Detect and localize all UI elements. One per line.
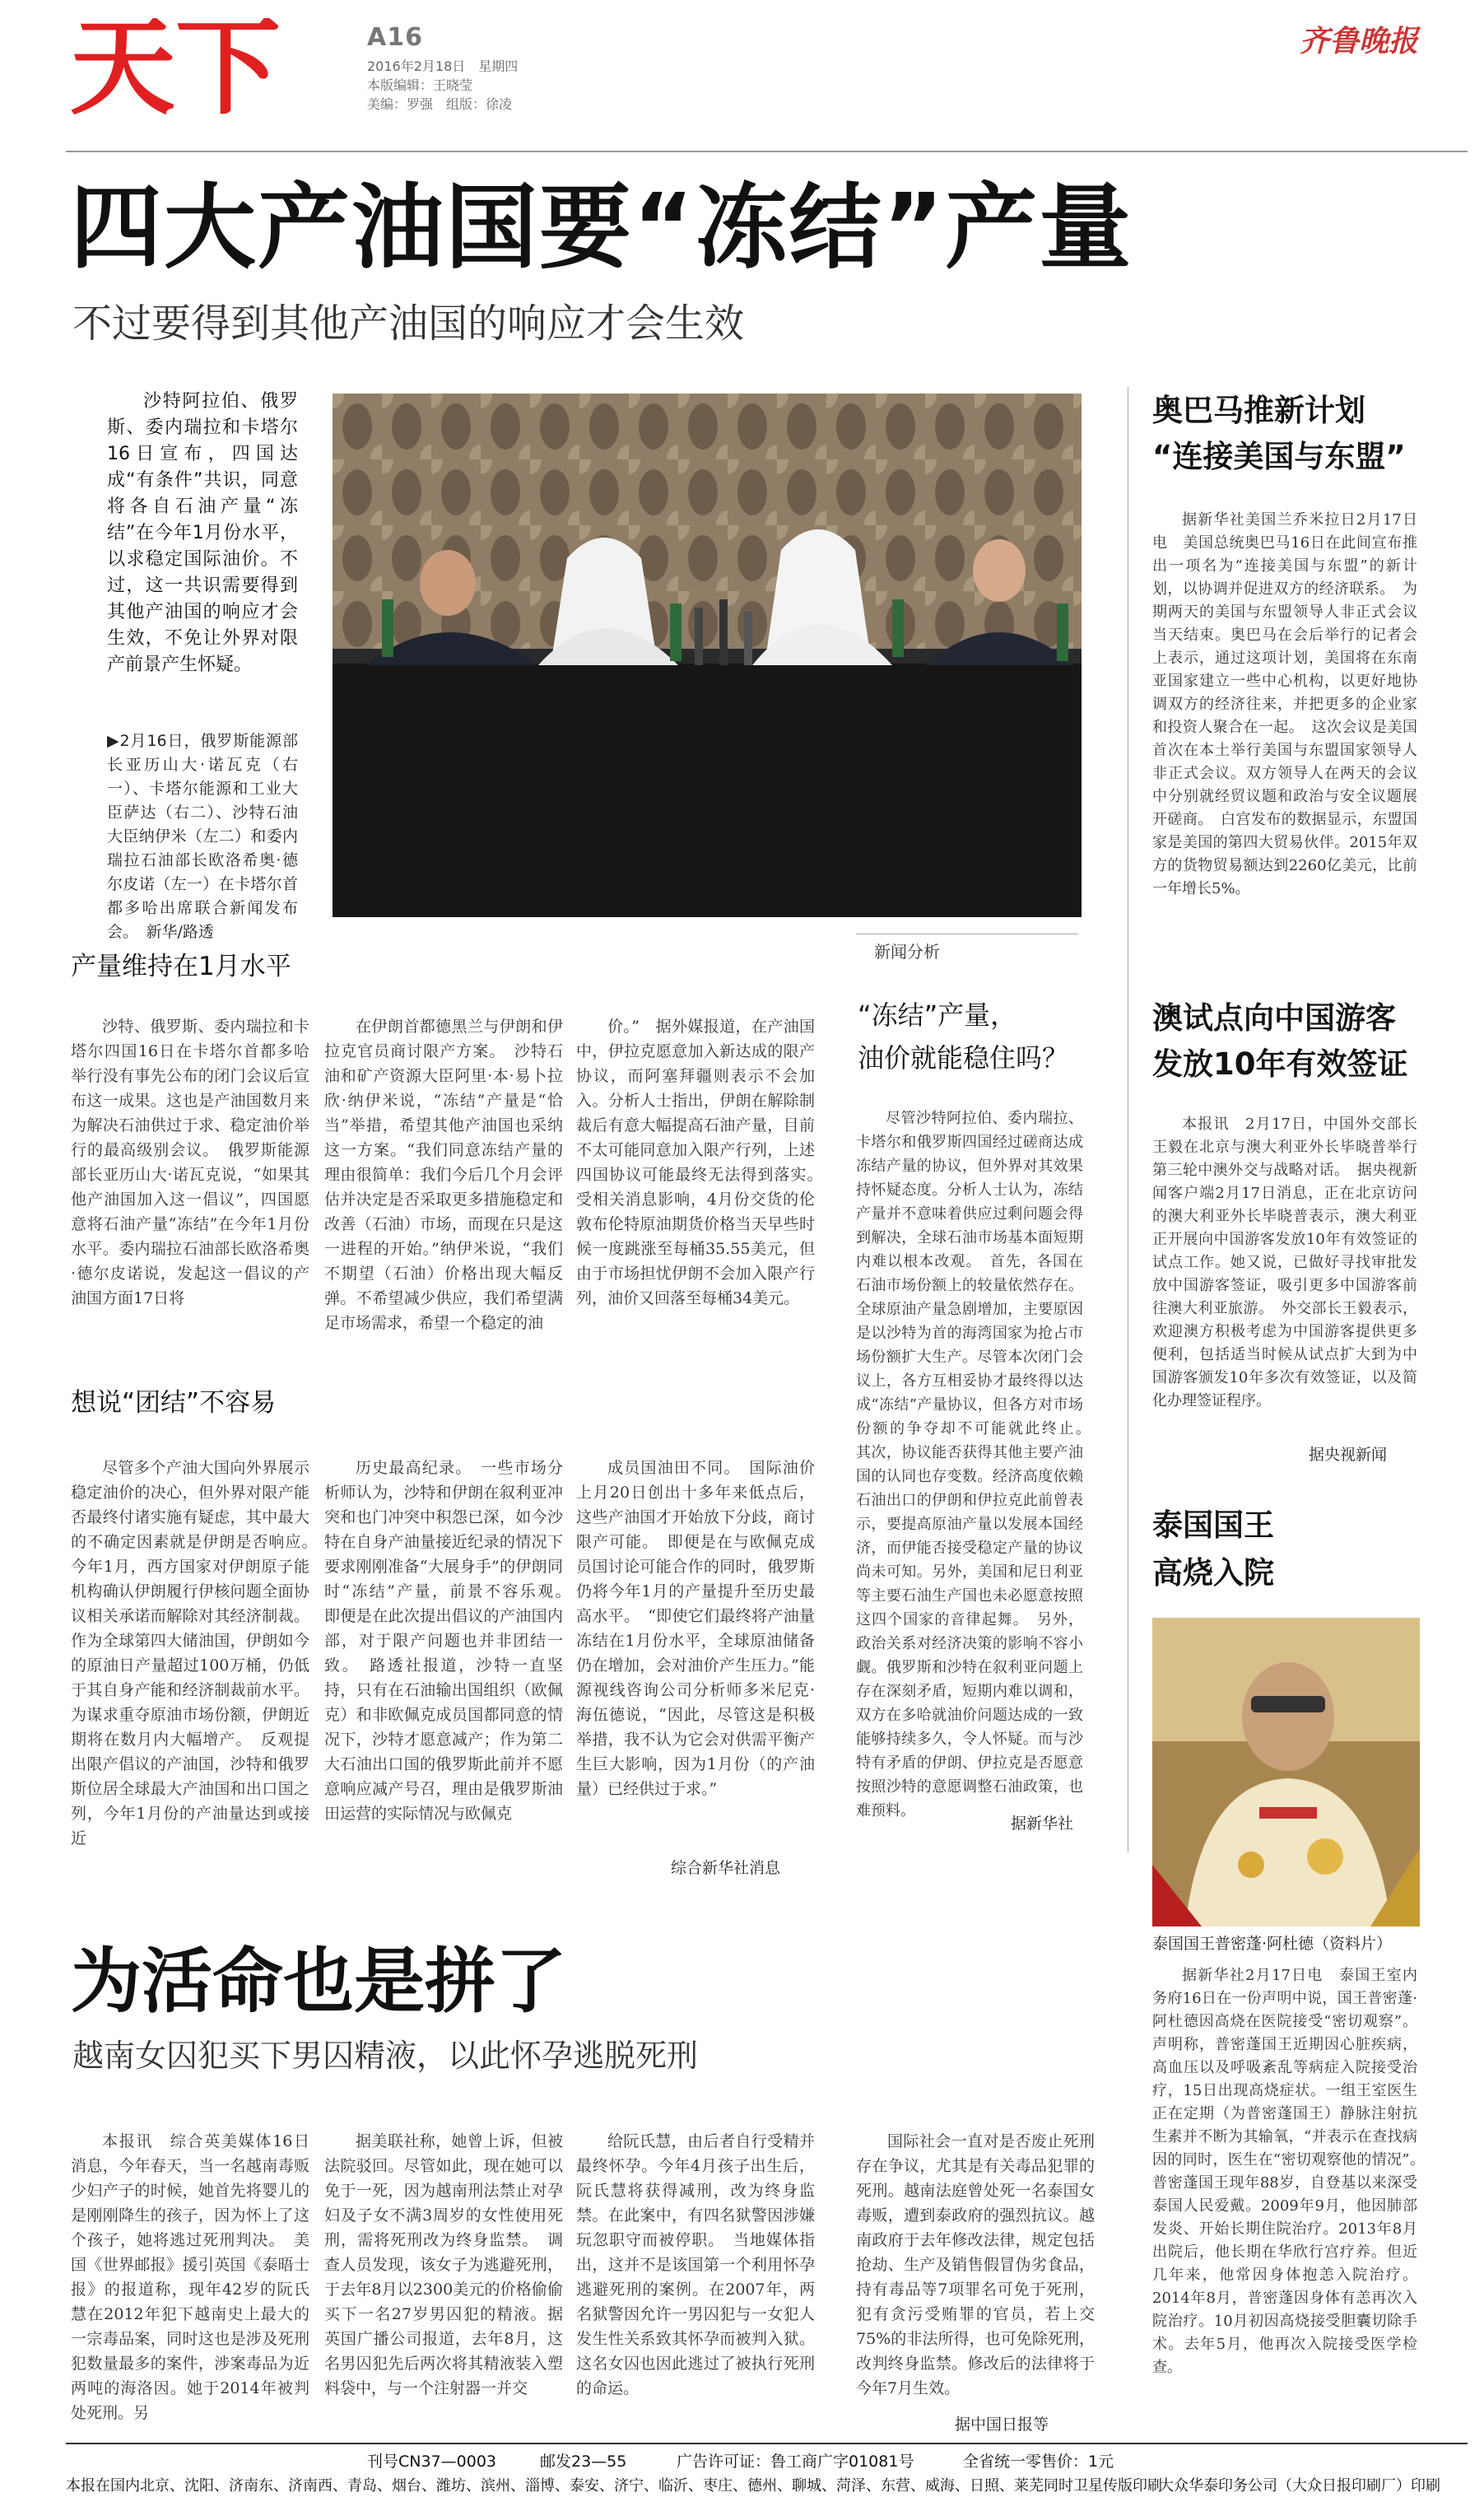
section1-column-3 — [576, 1014, 831, 1311]
analysis-tag: 新闻分析 — [874, 942, 940, 962]
sidebar-story1-body — [1152, 509, 1417, 901]
masthead-divider — [66, 151, 1468, 152]
king-photo — [1152, 1618, 1420, 1926]
sidebar-story2-body — [1152, 1113, 1417, 1413]
section-logo-text: 天下 — [70, 18, 281, 117]
sidebar-story2-title-line1: 澳试点向中国游客 — [1152, 1000, 1396, 1036]
section2-column-3-text: 成员国油田不同。 国际油价上月20日创出十多年来低点后，这些产油国才开始放下分歧，商讨限产可能。 即便是在与欧佩克成员国讨论可能合作的同时，俄罗斯仍将今年1月的产量提升至历史最高水平。 “即使它们最终将产油量冻结在1月份水平，全球原油储备仍在增加，会对油价产生压力。”能源视线咨询公司分析师多米尼克·海伍德说，“因此，尽管这是积极举措，我不认为它会对供需平衡产生巨大影响，因为1月份（的产油量）已经供过于求。” — [576, 1459, 815, 1798]
section1-heading: 产量维持在1月水平 — [71, 952, 291, 981]
second-column-2 — [324, 2129, 563, 2401]
footer-print-sites: 本报在国内北京、沈阳、济南东、济南西、青岛、烟台、潍坊、滨州、淄博、泰安、济宁、临沂、枣庄、德州、聊城、菏泽、东营、威海、日照、莱芜同时卫星传版印刷 — [66, 2477, 1162, 2495]
footer-serial-number: 刊号CN37—0003 — [367, 2453, 497, 2471]
second-column-3-text: 给阮氏慧，由后者自行受精并最终怀孕。今年4月孩子出生后，阮氏慧将获得减刑，改为终身监禁。在此案中，有四名狱警因涉嫌玩忽职守而被停职。 当地媒体指出，这并不是该国第一个利用怀孕逃避死刑的案例。在2007年，两名狱警因允许一男囚犯与一女犯人发生性关系致其怀孕而被判入狱。这名女囚也因此逃过了被执行死刑的命运。 — [576, 2132, 815, 2397]
second-column-2-text: 据美联社称，她曾上诉，但被法院驳回。尽管如此，现在她可以免于一死，因为越南刑法禁止对孕妇及子女不满3周岁的女性使用死刑，需将死刑改为终身监禁。 调查人员发现，该女子为逃避死刑，于去年8月以2300美元的价格偷偷买下一名27岁男囚犯的精液。据英国广播公司报道，去年8月，这名男囚犯先后两次将其精液装入塑料袋中，与一个注射器一并交 — [324, 2132, 563, 2397]
sidebar-story3-body-text: 据新华社2月17日电 泰国王室内务府16日在一份声明中说，国王普密蓬·阿杜德因高烧在医院接受“密切观察”。声明称，普密蓬国王近期因心脏疾病，高血压以及呼吸紊乱等病症入院接受治疗，15日出现高烧症状。一组王室医生正在定期（为普密蓬国王）静脉注射抗生素并不断为其输氧，“并表示在查找病因的同时，医生在“密切观察他的情况”。 普密蓬国王现年88岁，自登基以来深受泰国人民爱戴。2009年9月，他因肺部发炎、开始长期住院治疗。2013年8月出院后，他长期在华欣行宫疗养。但近几年来，他常因身体抱恙入院治疗。2014年8月，普密蓬因身体有恙再次入院治疗。10月初因高烧接受胆囊切除手术。去年5月，他再次入院接受医学检查。 — [1152, 1967, 1432, 2376]
sidebar-story1-body-text: 据新华社美国兰乔米拉日2月17日电 美国总统奥巴马16日在此间宣布推出一项名为“连接美国与东盟”的新计划，以协调并促进双方的经济联系。 为期两天的美国与东盟领导人非正式会议当天结束。奥巴马在会后举行的记者会上表示，通过这项计划，美国将在东南亚国家建立一些中心机构，以更好地协调双方的经济往来，并把更多的企业家和投资人聚合在一起。 这次会议是美国首次在本土举行美国与东盟国家领导人非正式会议。双方领导人在两天的会议中分别就经贸议题和政治与安全议题展开磋商。 白宫发布的数据显示，东盟国家是美国的第四大贸易伙伴。2015年双方的货物贸易额达到2260亿美元，比前一年增长5%。 — [1152, 511, 1417, 897]
lead-photo — [333, 394, 1082, 917]
paper-name: 齐鲁晚报 — [1299, 24, 1418, 58]
section2-column-2-text: 历史最高纪录。 一些市场分析师认为，沙特和伊朗在叙利亚冲突和也门冲突中积怨已深，如今沙特在自身产油量接近纪录的情况下要求刚刚准备“大展身手”的伊朗同时“冻结”产量，前景不容乐观。 即便是在此次提出倡议的产油国内部，对于限产问题也并非团结一致。 路透社报道，沙特一直坚持，只有在石油输出国组织（欧佩克）和非欧佩克成员国都同意的情况下，沙特才愿意减产；作为第二大石油出口国的俄罗斯此前并不愿意响应减产号召，理由是俄罗斯油田运营的实际情况与欧佩克 — [324, 1459, 579, 1823]
footer-price: 全省统一零售价：1元 — [963, 2453, 1114, 2471]
section2-credit: 综合新华社消息 — [671, 1859, 781, 1877]
section1-column-2-text: 在伊朗首都德黑兰与伊朗和伊拉克官员商讨限产方案。 沙特石油和矿产资源大臣阿里·本·易卜拉欣·纳伊米说，“冻结”产量是“恰当”举措，希望其他产油国也采纳这一方案。“我们同意冻结产量的理由很简单：我们今后几个月会评估并决定是否采取更多措施稳定和改善（石油）市场，而现在只是这一进程的开始。”纳伊米说，“我们不期望（石油）价格出现大幅反弹。不希望减少供应，我们希望满足市场需求，希望一个稳定的油 — [324, 1018, 563, 1332]
analysis-body — [856, 1106, 1098, 1823]
issue-date: 2016年2月18日 星期四 — [367, 58, 519, 74]
lead-summary-text: 沙特阿拉伯、俄罗斯、委内瑞拉和卡塔尔16日宣布，四国达成“有条件”共识，同意将各自石油产量“冻结”在今年1月份水平，以求稳定国际油价。不过，这一共识需要得到其他产油国的响应才会生效，不免让外界对限产前景产生怀疑。 — [107, 391, 298, 675]
analysis-body-text: 尽管沙特阿拉伯、委内瑞拉、卡塔尔和俄罗斯四国经过磋商达成冻结产量的协议，但外界对其效果持怀疑态度。分析人士认为，冻结产量并不意味着供应过剩问题会得到解决，全球石油市场基本面短期内难以根本改观。 首先，各国在石油市场份额上的较量依然存在。全球原油产量急剧增加，主要原因是以沙特为首的海湾国家为抢占市场份额扩大生产。尽管本次闭门会议上，各方互相妥协才最终得以达成“冻结”产量协议，但各方对市场份额的争夺却不可能就此终止。 其次，协议能否获得其他主要产油国的认同也存变数。经济高度依赖石油出口的伊朗和伊拉克此前曾表示，要提高原油产量以发展本国经济，而伊能否接受稳定产量的协议尚未可知。另外，美国和尼日利亚等主要石油生产国也未必愿意按照这四个国家的音律起舞。 另外，政治关系对经济决策的影响不容小觑。俄罗斯和沙特在叙利亚问题上存在深刻矛盾，短期内难以调和，双方在多哈就油价问题达成的一致能够持续多久，令人怀疑。而与沙特有矛盾的伊朗、伊拉克是否愿意按照沙特的意愿调整石油政策，也难预料。 — [856, 1110, 1098, 1819]
sidebar-story1-title-line1: 奥巴马推新计划 — [1152, 393, 1365, 428]
lead-photo-graphic — [333, 394, 1082, 917]
footer-printer: 大众华泰印务公司（大众日报印刷厂）印刷 — [1159, 2477, 1440, 2495]
section2-column-1 — [71, 1456, 326, 1851]
section2-column-1-text: 尽管多个产油大国向外界展示稳定油价的决心，但外界对限产能否最终付诸实施有疑虑，其中最大的不确定因素就是伊朗是否响应。 今年1月，西方国家对伊朗原子能机构确认伊朗履行伊核问题全面协议相关承诺而解除对其经济制裁。作为全球第四大储油国，伊朗如今的原油日产量超过100万桶，仍低于其自身产能和经济制裁前水平。为谋求重夺原油市场份额，伊朗近期将在数月内大幅增产。 反观提出限产倡议的产油国，沙特和俄罗斯位居全球最大产油国和出口国之列，今年1月份的产油量达到或接近 — [71, 1459, 326, 1847]
second-subheadline: 越南女囚犯买下男囚精液，以此怀孕逃脱死刑 — [72, 2038, 699, 2074]
king-photo-caption: 泰国国王普密蓬·阿杜德（资料片） — [1152, 1935, 1393, 1953]
second-column-4-text: 国际社会一直对是否废止死刑存在争议，尤其是有关毒品犯罪的死刑。越南法庭曾处死一名泰国女毒贩，遭到泰政府的强烈抗议。越南政府于去年修改法律，规定包括抢劫、生产及销售假冒伪劣食品，持有毒品等7项罪名可免于死刑，犯有贪污受贿罪的官员，若上交75%的非法所得，也可免除死刑，改判终身监禁。修改后的法律将于今年7月生效。 — [856, 2132, 1095, 2397]
analysis-credit: 据新华社 — [1011, 1815, 1074, 1833]
section1-column-1-text: 沙特、俄罗斯、委内瑞拉和卡塔尔四国16日在卡塔尔首都多哈举行没有事先公布的闭门会议后宣布这一成果。这也是产油国数月来为解决石油供过于求、稳定油价举行的最高级别会议。 俄罗斯能源部长亚历山大·诺瓦克说，“如果其他产油国加入这一倡议”，四国愿意将石油产量“冻结”在今年1月份水平。委内瑞拉石油部长欧洛希奥·德尔皮诺说，发起这一倡议的产油国方面17日将 — [71, 1018, 309, 1307]
section2-column-2 — [324, 1456, 579, 1826]
section-logo — [70, 18, 342, 117]
footer-postal-code: 邮发23—55 — [540, 2453, 627, 2471]
section1-column-1 — [71, 1014, 309, 1311]
section1-column-2 — [324, 1014, 563, 1335]
sidebar-story2-credit: 据央视新闻 — [1309, 1446, 1388, 1464]
lead-subheadline: 不过要得到其他产油国的响应才会生效 — [72, 300, 745, 347]
analysis-title-line1: “冻结”产量， — [858, 999, 1017, 1031]
sidebar-story3-title-line1: 泰国国王 — [1152, 1507, 1274, 1543]
design-credit: 美编：罗强 组版：徐凌 — [367, 96, 513, 112]
footer-ad-license: 广告许可证：鲁工商广字01081号 — [677, 2453, 914, 2471]
section2-heading: 想说“团结”不容易 — [71, 1388, 277, 1418]
section1-column-3-text: 价。” 据外媒报道，在产油国中，伊拉克愿意加入新达成的限产协议，而阿塞拜疆则表示不会加入。分析人士指出，伊朗在解除制裁后有意大幅提高石油产量，目前不太可能同意加入限产行列，上述四国协议可能最终无法得到落实。 受相关消息影响，4月份交货的伦敦布伦特原油期货价格当天早些时候一度跳涨至每桶35.55美元，但由于市场担忧伊朗不会加入限产行列，油价又回落至每桶34美元。 — [576, 1018, 831, 1307]
second-headline: 为活命也是拼了 — [71, 1940, 566, 2023]
king-photo-graphic — [1152, 1618, 1420, 1926]
second-column-4 — [856, 2129, 1095, 2401]
second-column-1 — [71, 2129, 309, 2425]
masthead-info — [367, 23, 606, 114]
second-column-1-text: 本报讯 综合英美媒体16日消息，今年春天，当一名越南毒贩少妇产子的时候，她首先将婴儿的是刚刚降生的孩子，因为怀上了这个孩子，她将逃过死刑判决。 美国《世界邮报》援引英国《泰晤士报》的报道称，现年42岁的阮氏慧在2012年犯下越南史上最大的一宗毒品案，同时这也是涉及死刑犯数量最多的案件，涉案毒品为近两吨的海洛因。她于2014年被判处死刑。另 — [71, 2132, 309, 2422]
editor-credit: 本版编辑：王晓莹 — [367, 77, 473, 93]
second-credit: 据中国日报等 — [955, 2415, 1049, 2434]
section2-column-3 — [576, 1456, 815, 1801]
sidebar-story2-title-line2: 发放10年有效签证 — [1152, 1046, 1408, 1082]
lead-headline: 四大产油国要“冻结”产量 — [70, 175, 1133, 282]
sidebar-story1-title-line2: “连接美国与东盟” — [1152, 439, 1406, 474]
sidebar-story2-body-text: 本报讯 2月17日，中国外交部长王毅在北京与澳大利亚外长毕晓普举行第三轮中澳外交与战略对话。 据央视新闻客户端2月17日消息，正在北京访问的澳大利亚外长毕晓普表示，澳大利亚正开展向中国游客发放10年有效签证的试点工作。她又说，已做好寻找审批发放中国游客签证，吸引更多中国游客前往澳大利亚旅游。 外交部长王毅表示，欢迎澳方积极考虑为中国游客提供更多便利，包括适当时候从试点扩大到为中国游客颁发10年多次有效签证，以及简化办理签证程序。 — [1152, 1116, 1417, 1409]
page-number: A16 — [367, 23, 423, 52]
lead-summary — [107, 389, 298, 678]
footer-divider — [66, 2443, 1468, 2444]
sidebar-story3-body — [1152, 1964, 1432, 2379]
second-column-3 — [576, 2129, 815, 2401]
lead-photo-caption: ▶2月16日，俄罗斯能源部长亚历山大·诺瓦克（右一）、卡塔尔能源和工业大臣萨达（右二）、沙特石油大臣纳伊米（左二）和委内瑞拉石油部长欧洛希奥·德尔皮诺（左一）在卡塔尔首都多哈出席联合新闻发布会。 新华/路透 — [107, 732, 298, 941]
sidebar-story3-title-line2: 高烧入院 — [1152, 1555, 1274, 1591]
section-logo-graphic — [70, 18, 342, 117]
analysis-title-line2: 油价就能稳住吗？ — [858, 1042, 1069, 1074]
